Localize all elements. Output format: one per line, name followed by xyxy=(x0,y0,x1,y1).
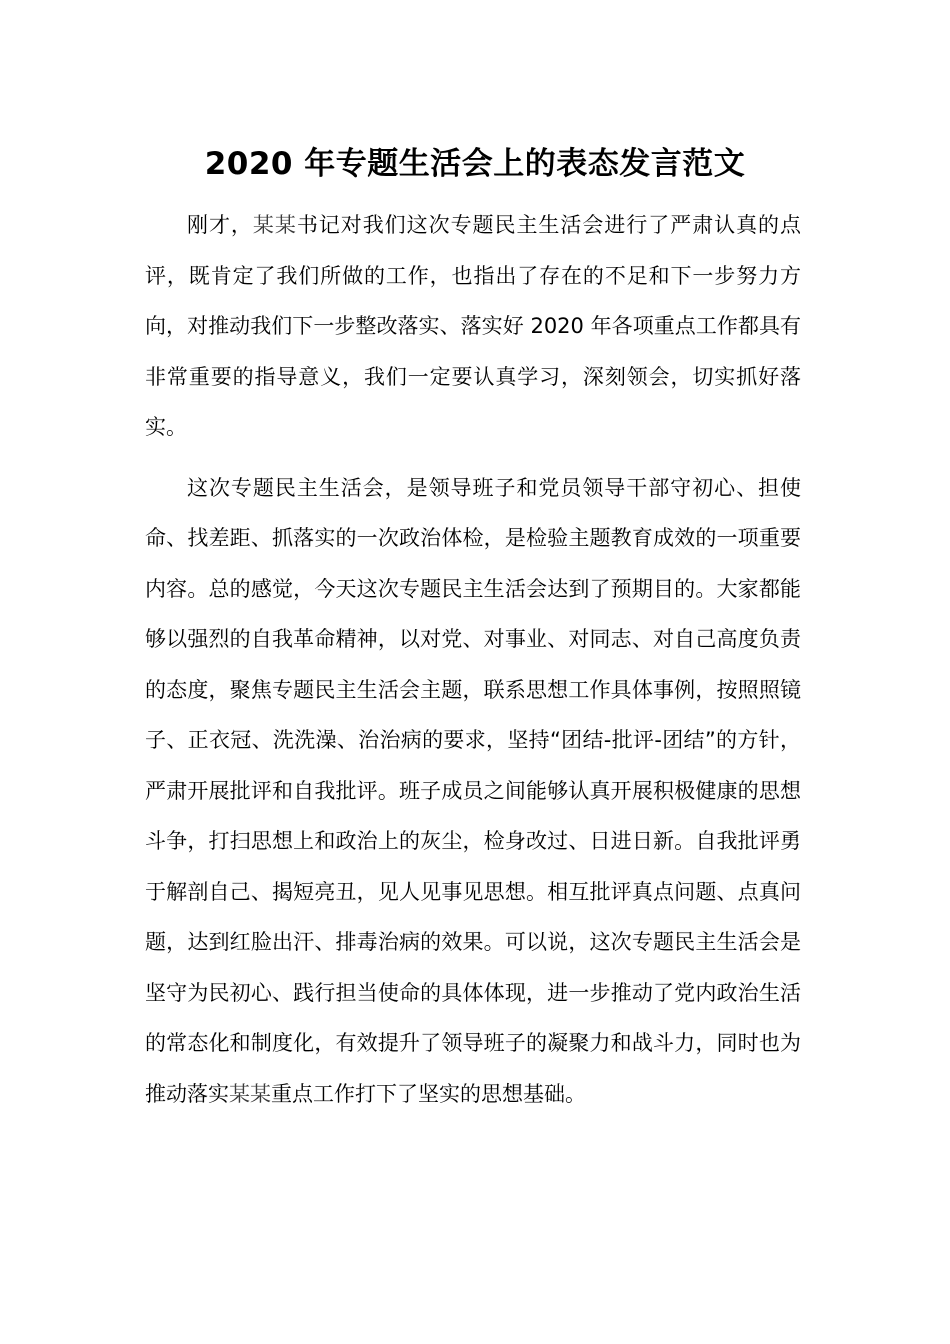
paragraph-1 xyxy=(145,200,801,453)
paragraph-2-text-rest: 重点工作打下了坚实的思想基础。 xyxy=(271,1081,586,1106)
placeholder-name: 某某 xyxy=(252,213,297,237)
document-body xyxy=(145,200,801,1119)
paragraph-1-text-rest: 书记对我们这次专题民主生活会进行了严肃认真的点评，既肯定了我们所做的工作，也指出了存在的不足和下一步努力方向，对推动我们下一步整改落实、落实好 2020 年各项重点工作都具有非常重要的指导意义，我们一定要认真学习，深刻领会，切实抓好落实。 xyxy=(145,213,802,439)
paragraph-1-text-start: 刚才， xyxy=(187,213,253,237)
paragraph-2-text-start: 这次专题民主生活会，是领导班子和党员领导干部守初心、担使命、找差距、抓落实的一次政治体检，是检验主题教育成效的一项重要内容。总的感觉，今天这次专题民主生活会达到了预期目的。大家都能够以强烈的自我革命精神，以对党、对事业、对同志、对自己高度负责的态度，聚焦专题民主生活会主题，联系思想工作具体事例，按照照镜子、正衣冠、洗洗澡、治治病的要求，坚持“团结-批评-团结”的方针，严肃开展批评和自我批评。班子成员之间能够认真开展积极健康的思想斗争，打扫思想上和政治上的灰尘，检身改过、日进日新。自我批评勇于解剖自己、揭短亮丑，见人见事见思想。相互批评真点问题、点真问题，达到红脸出汗、排毒治病的效果。可以说，这次专题民主生活会是坚守为民初心、践行担当使命的具体体现，进一步推动了党内政治生活的常态化和制度化，有效提升了领导班子的凝聚力和战斗力，同时也为推动落实 xyxy=(145,475,801,1106)
document-title: 2020 年专题生活会上的表态发言范文 xyxy=(204,146,746,182)
placeholder-name: 某某 xyxy=(229,1081,271,1106)
paragraph-2 xyxy=(145,463,801,1120)
